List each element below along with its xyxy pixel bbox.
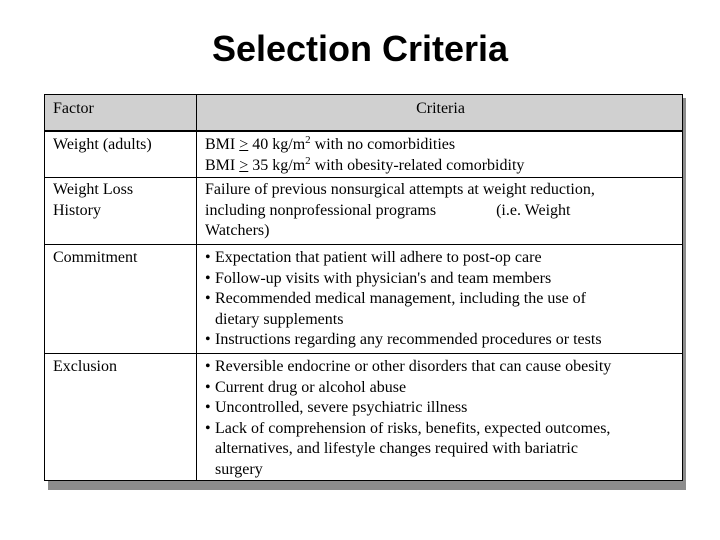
table-header-row (45, 95, 683, 132)
factor-column-header: Factor (45, 95, 197, 132)
bullet-icon: • (205, 399, 211, 416)
greater-equal-symbol: > (239, 136, 249, 153)
page-title: Selection Criteria (211, 28, 509, 69)
criteria-commitment (197, 245, 683, 354)
criteria-exclusion (197, 354, 683, 481)
criteria-history: Failure of previous nonsurgical attempts at weight reduction, including nonprofessional programs (i.e. Weight Watchers) (197, 178, 683, 245)
table-row-weight (45, 131, 683, 178)
list-item: • Instructions regarding any recommended procedures or tests (205, 330, 676, 351)
factor-commitment: Commitment (45, 245, 197, 354)
list-item: • Follow-up visits with physician's and team members (205, 269, 676, 290)
selection-criteria-table (44, 94, 683, 481)
bullet-icon: • (205, 269, 211, 287)
list-item: • Recommended medical management, including the use of (205, 289, 676, 310)
list-item: • Uncontrolled, severe psychiatric illness (205, 398, 676, 419)
list-item: • Reversible endocrine or other disorders that can cause obesity (205, 357, 676, 378)
criteria-weight (197, 131, 683, 178)
factor-exclusion: Exclusion (45, 354, 197, 481)
bullet-icon: • (205, 331, 211, 348)
table-row-exclusion (45, 354, 683, 481)
bullet-icon: • (205, 378, 211, 396)
factor-history: Weight Loss History (45, 178, 197, 245)
greater-equal-symbol: > (239, 156, 249, 174)
table-row-history (45, 178, 683, 245)
list-item-continuation: alternatives, and lifestyle changes required with bariatric (215, 440, 578, 457)
bmi-35-line: BMI > 35 $kg/m^2$ with obesity-related comorbidity (205, 154, 525, 174)
bullet-icon: • (205, 358, 211, 375)
bmi-40-line: BMI > 40 $kg/m^2$ with no comorbidities (205, 134, 456, 153)
list-item-continuation: surgery (215, 460, 263, 478)
bullet-icon: • (205, 249, 211, 266)
bullet-icon: • (205, 419, 211, 437)
factor-weight: Weight (adults) (45, 131, 197, 178)
table-row-commitment (45, 245, 683, 354)
list-item-continuation: dietary supplements (215, 310, 344, 328)
list-item: • Lack of comprehension of risks, benefits, expected outcomes, (205, 419, 676, 440)
list-item: • Current drug or alcohol abuse (205, 378, 676, 399)
criteria-column-header: Criteria (197, 95, 683, 132)
bullet-icon: • (205, 290, 211, 307)
list-item: • Expectation that patient will adhere to post-op care (205, 248, 676, 269)
